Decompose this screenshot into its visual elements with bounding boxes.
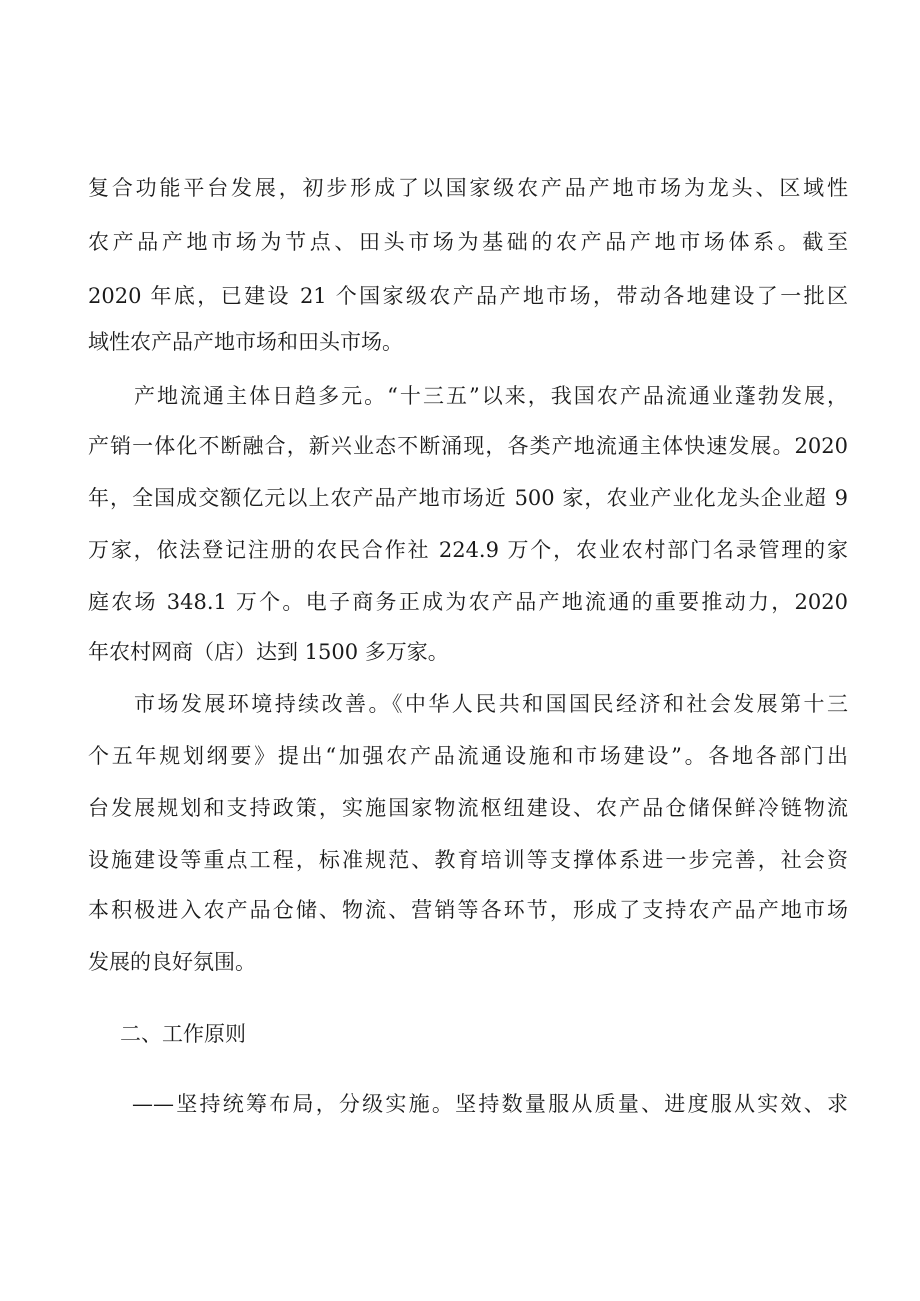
paragraph-1-line-3: 2020 年底，已建设 21 个国家级农产品产地市场，带动各地建设了一批区 (88, 284, 848, 308)
section-heading: 二、工作原则 (120, 1022, 246, 1046)
paragraph-2-line-5: 庭农场 348.1 万个。电子商务正成为农产品产地流通的重要推动力，2020 (88, 590, 848, 614)
paragraph-2-line-3: 年，全国成交额亿元以上农产品产地市场近 500 家，农业产业化龙头企业超 9 (88, 486, 848, 510)
paragraph-3-line-1: 市场发展环境持续改善。《中华人民共和国国民经济和社会发展第十三 (134, 692, 848, 716)
paragraph-3-line-2: 个五年规划纲要》提出“加强农产品流通设施和市场建设”。各地各部门出 (88, 744, 848, 768)
paragraph-2-line-4: 万家，依法登记注册的农民合作社 224.9 万个，农业农村部门名录管理的家 (88, 538, 848, 562)
paragraph-3-line-6: 发展的良好氛围。 (88, 950, 256, 974)
paragraph-3-line-3: 台发展规划和支持政策，实施国家物流枢纽建设、农产品仓储保鲜冷链物流 (88, 796, 848, 820)
principle-line: ——坚持统筹布局，分级实施。坚持数量服从质量、进度服从实效、求 (132, 1092, 848, 1116)
paragraph-1-line-1: 复合功能平台发展，初步形成了以国家级农产品产地市场为龙头、区域性 (88, 176, 848, 200)
paragraph-3-line-4: 设施建设等重点工程，标准规范、教育培训等支撑体系进一步完善，社会资 (88, 848, 848, 872)
paragraph-1-line-2: 农产品产地市场为节点、田头市场为基础的农产品产地市场体系。截至 (88, 230, 848, 254)
paragraph-2-line-6: 年农村网商（店）达到 1500 多万家。 (88, 640, 449, 664)
paragraph-2-line-2: 产销一体化不断融合，新兴业态不断涌现，各类产地流通主体快速发展。2020 (88, 434, 848, 458)
paragraph-2-line-1: 产地流通主体日趋多元。“十三五”以来，我国农产品流通业蓬勃发展， (134, 384, 848, 408)
paragraph-3-line-5: 本积极进入农产品仓储、物流、营销等各环节，形成了支持农产品产地市场 (88, 898, 848, 922)
paragraph-1-line-4: 域性农产品产地市场和田头市场。 (88, 330, 403, 354)
